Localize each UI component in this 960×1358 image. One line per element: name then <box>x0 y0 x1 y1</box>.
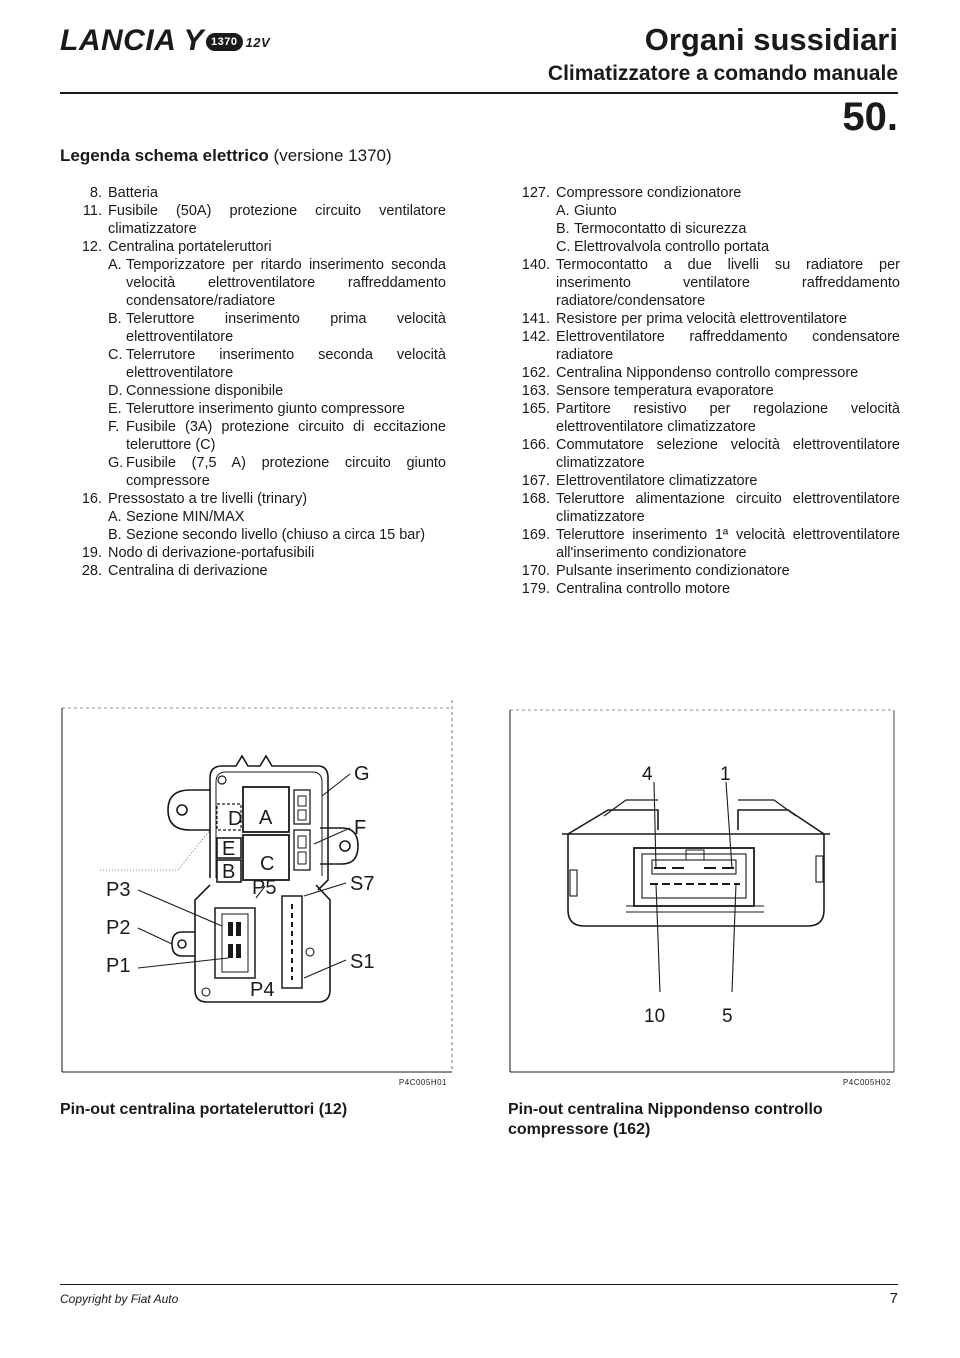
figure-right-caption: Pin-out centralina Nippondenso controllo compressore (162) <box>508 1101 823 1138</box>
legend-subitem-text: Fusibile (7,5 A) protezione circuito giunto compressore <box>126 455 446 489</box>
legend-item <box>72 490 446 508</box>
legend-item-text: Centralina portateleruttori <box>108 239 272 255</box>
legend-subitem-letter: A. <box>556 203 570 219</box>
pin-label-5: 5 <box>722 1006 733 1027</box>
legend-subitem <box>72 526 446 544</box>
legend-item <box>72 562 446 580</box>
legend-subitem-text: Telerrutore inserimento seconda velocità elettroventilatore <box>126 347 446 381</box>
legend-item-number: 169. <box>521 527 550 543</box>
pin-label-p1: P1 <box>106 955 131 977</box>
legend-item-number: 163. <box>521 383 550 399</box>
legend-item <box>72 238 446 256</box>
legend-title-normal: (versione 1370) <box>268 146 392 165</box>
fuse-label-g: G <box>354 763 370 785</box>
legend-item <box>520 562 900 580</box>
legend-item-text: Centralina Nippondenso controllo compressore <box>556 365 859 381</box>
legend-subitem <box>72 418 446 454</box>
legend-item-number: 16. <box>81 491 102 507</box>
legend-subitem-letter: E. <box>108 401 122 417</box>
pin-label-p3: P3 <box>106 879 131 901</box>
legend-item-number: 11. <box>82 203 102 219</box>
legend-item-text: Elettroventilatore climatizzatore <box>556 473 758 489</box>
legend-item-text: Partitore resistivo per regolazione velocità elettroventilatore climatizzatore <box>556 401 900 435</box>
legend-item <box>520 184 900 202</box>
pin-label-p5: P5 <box>252 877 277 899</box>
pin-label-p2: P2 <box>106 917 131 939</box>
legend-item-number: 170. <box>521 563 550 579</box>
header-divider <box>60 92 898 94</box>
legend-item <box>520 328 900 364</box>
legend-subitem-text: Termocontatto di sicurezza <box>574 221 747 237</box>
legend-subitem <box>72 508 446 526</box>
legend-item-text: Fusibile (50A) protezione circuito ventilatore climatizzatore <box>108 203 446 237</box>
legend-item-number: 12. <box>81 239 102 255</box>
legend-item <box>520 400 900 436</box>
page-number: 7 <box>889 1290 898 1307</box>
legend-subitem <box>72 256 446 310</box>
fuse-label-f: F <box>354 817 367 839</box>
legend-subitem <box>72 346 446 382</box>
relay-label-b: B <box>222 861 236 883</box>
engine-suffix: 12V <box>245 34 271 50</box>
legend-subitem-text: Sezione MIN/MAX <box>126 509 245 525</box>
legend-subitem-text: Sezione secondo livello (chiuso a circa 15 bar) <box>126 527 426 543</box>
legend-subitem <box>72 400 446 418</box>
legend-item-number: 19. <box>81 545 102 561</box>
legend-item-text: Teleruttore inserimento 1ª velocità elettroventilatore all'inserimento condizionatore <box>556 527 900 561</box>
legend-subitem-letter: B. <box>108 527 122 543</box>
legend-item-text: Pulsante inserimento condizionatore <box>556 563 790 579</box>
legend-subitem-text: Teleruttore inserimento giunto compressore <box>126 401 405 417</box>
nippondenso-diagram <box>508 700 903 1090</box>
pin-label-4: 4 <box>642 764 653 785</box>
section-subtitle: Climatizzatore a comando manuale <box>547 62 898 85</box>
legend-item <box>520 580 900 598</box>
legend-item-number: 8. <box>89 185 102 201</box>
legend-item-text: Sensore temperatura evaporatore <box>556 383 774 399</box>
legend-subitem <box>72 382 446 400</box>
legend-item-text: Termocontatto a due livelli su radiatore per inserimento ventilatore raffreddamento radiatore/condensatore <box>556 257 900 309</box>
legend-item-number: 168. <box>521 491 550 507</box>
legend-title <box>60 146 392 166</box>
legend-item-text: Compressore condizionatore <box>556 185 742 201</box>
legend-item-text: Centralina di derivazione <box>108 563 268 579</box>
legend-right-column <box>520 184 900 598</box>
relay-label-a: A <box>259 807 273 829</box>
legend-item-text: Resistore per prima velocità elettroventilatore <box>556 311 847 327</box>
legend-item <box>520 382 900 400</box>
legend-item <box>520 256 900 310</box>
legend-item-number: 162. <box>521 365 550 381</box>
legend-item-text: Commutatore selezione velocità elettroventilatore climatizzatore <box>556 437 900 471</box>
legend-subitem <box>520 238 900 256</box>
pin-label-1: 1 <box>720 764 731 785</box>
relay-label-c: C <box>260 853 275 875</box>
legend-subitem-letter: C. <box>108 347 123 363</box>
legend-subitem-text: Temporizzatore per ritardo inserimento seconda velocità elettroventilatore raffreddamento condensatore/radiatore <box>126 257 446 309</box>
legend-item <box>72 544 446 562</box>
legend-item-text: Centralina controllo motore <box>556 581 731 597</box>
legend-subitem-letter: F. <box>108 419 120 435</box>
brand-name: LANCIA Y <box>60 24 205 57</box>
pin-label-10: 10 <box>644 1006 666 1027</box>
page-code: 50. <box>842 95 898 139</box>
legend-subitem-text: Teleruttore inserimento prima velocità elettroventilatore <box>126 311 446 345</box>
legend-subitem-letter: C. <box>556 239 571 255</box>
section-title: Organi sussidiari <box>644 22 898 57</box>
legend-subitem-letter: A. <box>108 509 122 525</box>
relay-label-e: E <box>222 838 236 860</box>
legend-subitem-text: Giunto <box>574 203 617 219</box>
legend-subitem-text: Fusibile (3A) protezione circuito di eccitazione teleruttore (C) <box>126 419 446 453</box>
legend-item <box>520 436 900 472</box>
legend-item-number: 179. <box>521 581 550 597</box>
legend-item-number: 127. <box>521 185 550 201</box>
figure-relay-box <box>60 700 455 1090</box>
legend-item-number: 140. <box>521 257 550 273</box>
legend-subitem-text: Connessione disponibile <box>126 383 284 399</box>
legend-item-number: 141. <box>521 311 550 327</box>
legend-subitem-text: Elettrovalvola controllo portata <box>574 239 770 255</box>
brand-logo <box>60 24 270 58</box>
legend-subitem-letter: G. <box>108 455 124 471</box>
legend-item-number: 142. <box>521 329 550 345</box>
legend-item <box>520 526 900 562</box>
pin-label-p4: P4 <box>250 979 275 1001</box>
copyright-notice: Copyright by Fiat Auto <box>60 1292 179 1306</box>
legend-subitem <box>520 202 900 220</box>
legend-item-number: 165. <box>521 401 550 417</box>
figure-code: P4C005H01 <box>398 1078 447 1087</box>
figure-nippondenso-unit <box>508 700 903 1090</box>
legend-item-text: Batteria <box>108 185 158 201</box>
legend-item <box>520 490 900 526</box>
legend-item <box>520 364 900 382</box>
legend-subitem-letter: D. <box>108 383 123 399</box>
legend-subitem-letter: B. <box>556 221 570 237</box>
legend-item-number: 28. <box>81 563 102 579</box>
footer-divider <box>60 1284 898 1285</box>
figure-left-caption: Pin-out centralina portateleruttori (12) <box>60 1101 348 1118</box>
legend-item <box>520 310 900 328</box>
legend-item-text: Nodo di derivazione-portafusibili <box>108 545 315 561</box>
legend-item-text: Pressostato a tre livelli (trinary) <box>108 491 308 507</box>
legend-item <box>72 202 446 238</box>
pin-label-s7: S7 <box>350 873 375 895</box>
legend-item-number: 166. <box>521 437 550 453</box>
legend-subitem <box>72 310 446 346</box>
legend-item-text: Elettroventilatore raffreddamento condensatore radiatore <box>556 329 900 363</box>
legend-subitem-letter: A. <box>108 257 122 273</box>
pin-label-s1: S1 <box>350 951 375 973</box>
legend-item <box>520 472 900 490</box>
relay-label-d: D <box>228 808 243 830</box>
legend-subitem-letter: B. <box>108 311 122 327</box>
legend-item <box>72 184 446 202</box>
legend-subitem <box>72 454 446 490</box>
figure-code: P4C005H02 <box>842 1078 891 1087</box>
relay-box-diagram <box>60 700 455 1090</box>
legend-subitem <box>520 220 900 238</box>
legend-item-text: Teleruttore alimentazione circuito elettroventilatore climatizzatore <box>556 491 900 525</box>
legend-left-column <box>72 184 446 580</box>
legend-item-number: 167. <box>521 473 550 489</box>
legend-title-bold: Legenda schema elettrico <box>60 146 269 165</box>
version-badge: 1370 <box>206 33 242 51</box>
